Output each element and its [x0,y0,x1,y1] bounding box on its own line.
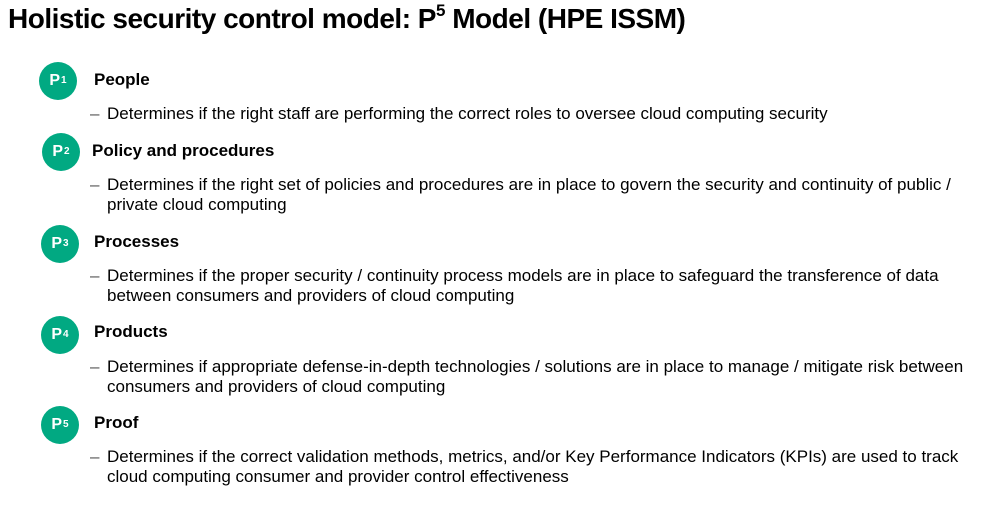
bullet-dash: – [90,104,100,123]
page-title [8,3,685,35]
badge-letter: P [52,143,64,160]
title-superscript: 5 [435,1,445,20]
item-description-text: Determines if the right set of policies and procedures are in place to govern the security and continuity of public / private cloud computing [107,175,951,214]
bullet-dash: – [90,447,100,466]
item-description [90,266,990,306]
bullet-dash: – [90,266,100,285]
item-description-text: Determines if appropriate defense-in-depth technologies / solutions are in place to manage / mitigate risk between consumers and providers of cloud computing [107,357,964,396]
badge-letter: P [51,416,63,433]
p2-badge-icon: P 2 [42,133,80,171]
item-heading: Proof [94,413,139,432]
bullet-dash: – [90,175,100,194]
item-description-text: Determines if the right staff are performing the correct roles to oversee cloud computing security [107,104,828,123]
item-heading: Policy and procedures [92,141,275,160]
title-main: Holistic security control model: P [8,3,436,34]
bullet-dash: – [90,357,100,376]
item-heading: Processes [94,232,180,251]
item-description-text: Determines if the correct validation methods, metrics, and/or Key Performance Indicators (KPIs) are used to track cloud computing consumer and provider control effectiveness [107,447,959,486]
item-heading: People [94,70,150,89]
item-description [90,447,990,487]
p4-badge-icon: P 4 [41,316,79,354]
badge-letter: P [51,235,63,252]
item-heading: Products [94,322,168,341]
item-description [90,357,990,397]
badge-letter: P [49,72,61,89]
title-rest: Model (HPE ISSM) [444,3,686,34]
item-description [90,175,990,215]
badge-letter: P [51,326,63,343]
p1-badge-icon: P 1 [39,62,77,100]
p5-badge-icon: P 5 [41,406,79,444]
item-description [90,104,990,124]
p3-badge-icon: P 3 [41,225,79,263]
item-description-text: Determines if the proper security / continuity process models are in place to safeguard the transference of data between consumers and providers of cloud computing [107,266,939,305]
